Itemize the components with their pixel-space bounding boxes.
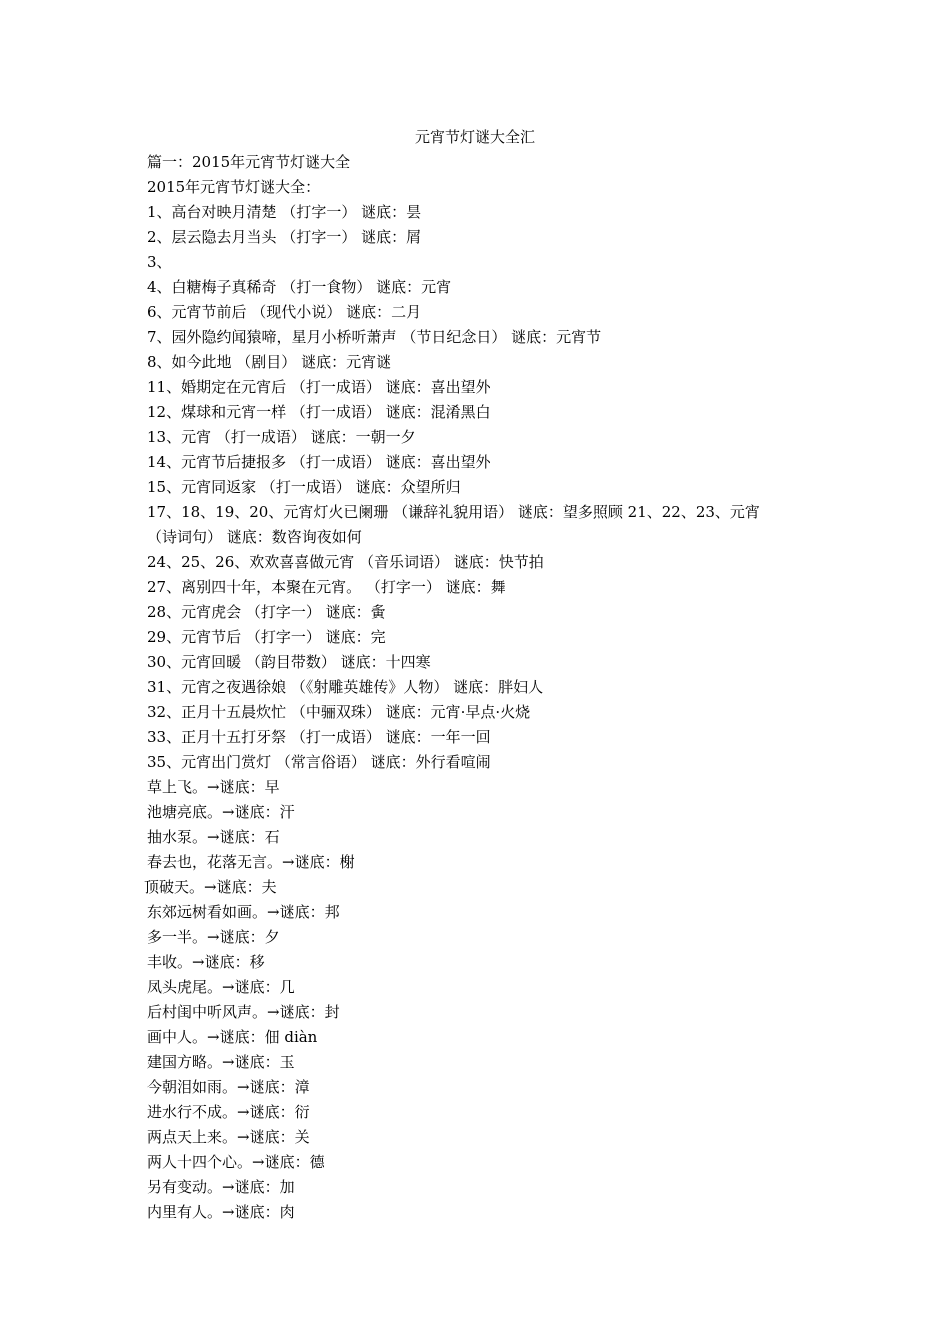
riddle-line: 两点天上来。→谜底：关 bbox=[147, 1128, 310, 1146]
document-title: 元宵节灯谜大全汇 bbox=[414, 128, 535, 146]
riddle-line: 3、 bbox=[147, 253, 172, 271]
riddle-line: 6、元宵节前后 （现代小说） 谜底：二月 bbox=[147, 303, 422, 321]
list-heading: 2015年元宵节灯谜大全： bbox=[147, 178, 321, 196]
riddle-line: 进水行不成。→谜底：衍 bbox=[147, 1103, 310, 1121]
riddle-line: 15、元宵同返家 （打一成语） 谜底：众望所归 bbox=[147, 478, 461, 496]
riddle-line: 另有变动。→谜底：加 bbox=[147, 1178, 295, 1196]
riddle-line: 今朝泪如雨。→谜底：漳 bbox=[147, 1078, 310, 1096]
riddle-line: 春去也，花落无言。→谜底：榭 bbox=[147, 853, 355, 871]
riddle-line: 31、元宵之夜遇徐娘 （《射雕英雄传》人物） 谜底：胖妇人 bbox=[147, 678, 544, 696]
riddle-line: 12、煤球和元宵一样 （打一成语） 谜底：混淆黑白 bbox=[147, 403, 491, 421]
riddle-line: 29、元宵节后 （打字一） 谜底：完 bbox=[147, 628, 386, 646]
riddle-line: 后村闺中听风声。→谜底：封 bbox=[147, 1003, 340, 1021]
riddle-line: 11、婚期定在元宵后 （打一成语） 谜底：喜出望外 bbox=[147, 378, 491, 396]
riddle-line: 13、元宵 （打一成语） 谜底：一朝一夕 bbox=[147, 428, 416, 446]
riddle-line: 2、层云隐去月当头 （打字一） 谜底：屑 bbox=[147, 228, 422, 246]
riddle-line: 凤头虎尾。→谜底：几 bbox=[147, 978, 295, 996]
riddle-line: 7、园外隐约闻猿啼，星月小桥听萧声 （节日纪念日） 谜底：元宵节 bbox=[147, 328, 602, 346]
riddle-line: 顶破天。→谜底：夫 bbox=[144, 878, 277, 896]
riddle-line: 17、18、19、20、元宵灯火已阑珊 （谦辞礼貌用语） 谜底：望多照顾 21、22、23、元宵 bbox=[147, 503, 760, 521]
riddle-line: 32、正月十五晨炊忙 （中骊双珠） 谜底：元宵·早点·火烧 bbox=[147, 703, 531, 721]
riddle-line: 两人十四个心。→谜底：德 bbox=[147, 1153, 325, 1171]
riddle-line: 4、白糖梅子真稀奇 （打一食物） 谜底：元宵 bbox=[147, 278, 452, 296]
riddle-line: 池塘亮底。→谜底：汗 bbox=[147, 803, 295, 821]
document-body bbox=[144, 150, 837, 1225]
riddle-line: 30、元宵回暖 （韵目带数） 谜底：十四寒 bbox=[147, 653, 431, 671]
riddle-line: 建国方略。→谜底：玉 bbox=[147, 1053, 295, 1071]
riddle-line-continuation: （诗词句） 谜底：数咨询夜如何 bbox=[147, 528, 362, 546]
riddle-line: 多一半。→谜底：夕 bbox=[147, 928, 280, 946]
riddle-line: 东郊远树看如画。→谜底：邦 bbox=[147, 903, 340, 921]
riddle-line: 内里有人。→谜底：肉 bbox=[147, 1203, 295, 1221]
riddle-line: 24、25、26、欢欢喜喜做元宵 （音乐词语） 谜底：快节拍 bbox=[147, 553, 544, 571]
riddle-line: 1、高台对映月清楚 （打字一） 谜底：昙 bbox=[147, 203, 422, 221]
riddle-line: 27、离别四十年，本聚在元宵。 （打字一） 谜底：舞 bbox=[147, 578, 506, 596]
riddle-line: 14、元宵节后捷报多 （打一成语） 谜底：喜出望外 bbox=[147, 453, 491, 471]
riddle-line: 33、正月十五打牙祭 （打一成语） 谜底：一年一回 bbox=[147, 728, 491, 746]
riddle-line: 8、如今此地 （剧目） 谜底：元宵谜 bbox=[147, 353, 392, 371]
riddle-line: 28、元宵虎会 （打字一） 谜底：夤 bbox=[147, 603, 386, 621]
section-heading: 篇一：2015年元宵节灯谜大全 bbox=[147, 153, 351, 171]
riddle-line: 丰收。→谜底：移 bbox=[147, 953, 265, 971]
riddle-line: 草上飞。→谜底：早 bbox=[147, 778, 280, 796]
riddle-line: 35、元宵出门赏灯 （常言俗语） 谜底：外行看喧闹 bbox=[147, 753, 491, 771]
riddle-line: 抽水泵。→谜底：石 bbox=[147, 828, 280, 846]
riddle-line: 画中人。→谜底：佃 diàn bbox=[147, 1028, 318, 1046]
